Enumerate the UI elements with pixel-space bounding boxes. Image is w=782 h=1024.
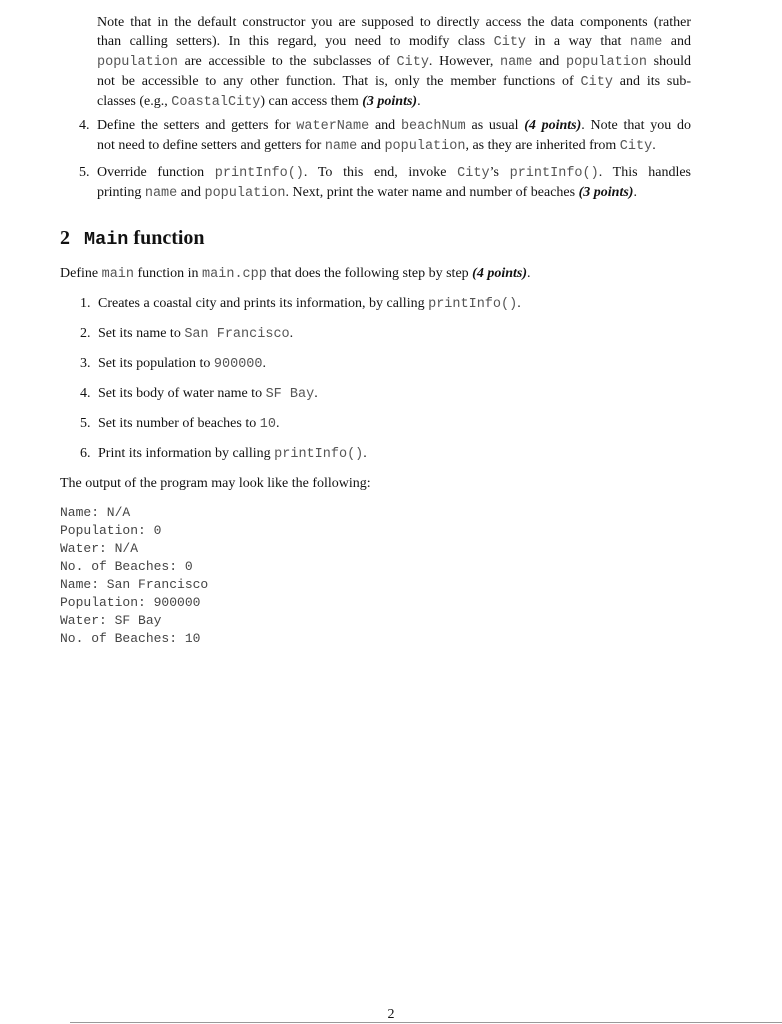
item-4-paragraph xyxy=(97,116,691,156)
page-number: 2 xyxy=(387,1007,395,1022)
item-5-number: 5. xyxy=(79,165,90,180)
step-item: 6. Print its information by calling printInfo(). xyxy=(80,446,367,462)
section-title-rest: function xyxy=(128,227,205,249)
output-line: Water: SF Bay xyxy=(60,613,162,628)
item-4-number: 4. xyxy=(79,118,90,133)
section-title-code: Main xyxy=(84,229,129,250)
section-number: 2 xyxy=(60,227,70,249)
step-item: 1. Creates a coastal city and prints its information, by calling printInfo(). xyxy=(80,296,521,312)
output-line: Population: 900000 xyxy=(60,595,201,610)
program-output xyxy=(60,504,208,648)
main-intro: Define main function in main.cpp that does the following step by step (4 points). xyxy=(60,266,531,282)
output-intro: The output of the program may look like the following: xyxy=(60,476,371,491)
item-3-line-5: classes (e.g., CoastalCity) can access them (3 points). xyxy=(97,94,421,110)
section-heading xyxy=(60,226,205,252)
item-5-line-2: printing name and population. Next, print the water name and number of beaches (3 points). xyxy=(97,185,637,201)
item-4-line-1: Define the setters and getters for waterName and beachNum as usual (4 points). Note that you do xyxy=(97,118,691,134)
output-line: Population: 0 xyxy=(60,523,162,538)
output-line: Name: San Francisco xyxy=(60,577,209,592)
output-line: Water: N/A xyxy=(60,541,139,556)
item-3-line-1: Note that in the default constructor you are supposed to directly access the data components (rather xyxy=(97,15,691,30)
step-item: 5. Set its number of beaches to 10. xyxy=(80,416,280,432)
step-item: 3. Set its population to 900000. xyxy=(80,356,266,372)
item-5-line-1: Override function printInfo(). To this end, invoke City’s printInfo(). This handles xyxy=(97,165,691,181)
output-line: Name: N/A xyxy=(60,505,131,520)
item-3-line-2: than calling setters). In this regard, you need to modify class City in a way that name and xyxy=(97,34,692,50)
output-line: No. of Beaches: 0 xyxy=(60,559,193,574)
item-3-paragraph xyxy=(97,13,691,112)
step-item: 4. Set its body of water name to SF Bay. xyxy=(80,386,318,402)
item-3-line-4: not be accessible to any other function. That is, only the member functions of City and its sub- xyxy=(97,74,691,90)
footer-divider xyxy=(70,1022,782,1023)
item-3-line-3: population are accessible to the subclasses of City. However, name and population should xyxy=(97,54,692,70)
step-item: 2. Set its name to San Francisco. xyxy=(80,326,294,342)
item-5-paragraph xyxy=(97,163,691,203)
output-line: No. of Beaches: 10 xyxy=(60,631,201,646)
item-4-line-2: not need to define setters and getters for name and population, as they are inherited from City. xyxy=(97,138,656,154)
